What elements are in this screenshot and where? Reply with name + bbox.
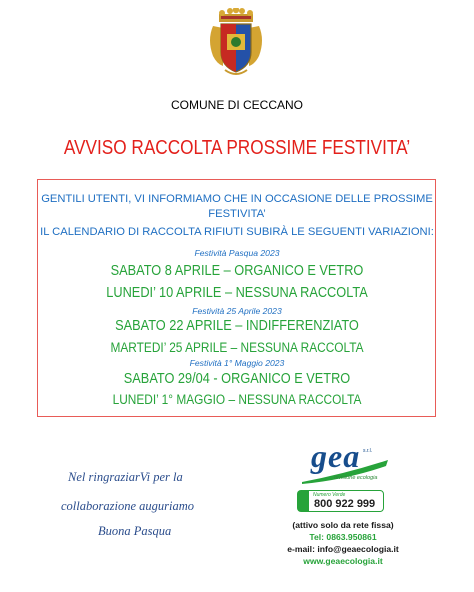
greeting-line-2: collaborazione auguriamo (61, 499, 194, 513)
numero-verde-label: Numero Verde (313, 492, 346, 498)
section-label-pasqua: Festività Pasqua 2023 (194, 248, 280, 258)
schedule-line: SABATO 29/04 - ORGANICO E VETRO (123, 371, 351, 387)
section-label-25-aprile: Festività 25 Aprile 2023 (192, 306, 282, 316)
numero-verde-number: 800 922 999 (314, 498, 376, 510)
comune-coat-of-arms-icon (205, 8, 267, 78)
schedule-line: SABATO 8 APRILE – ORGANICO E VETRO (110, 263, 364, 279)
contact-tel: Tel: 0863.950861 (309, 532, 377, 542)
numero-verde-box (300, 490, 384, 512)
section-label-1-maggio: Festività 1° Maggio 2023 (189, 358, 285, 368)
schedule-line: MARTEDI’ 25 APRILE – NESSUNA RACCOLTA (110, 340, 364, 355)
phone-icon (297, 490, 309, 512)
intro-line-1: GENTILI UTENTI, VI INFORMIAMO CHE IN OCCASIONE DELLE PROSSIME (41, 193, 433, 205)
comune-name: COMUNE DI CECCANO (170, 98, 303, 112)
contact-note: (attivo solo da rete fissa) (292, 520, 394, 530)
schedule-line: LUNEDI’ 1° MAGGIO – NESSUNA RACCOLTA (112, 392, 362, 407)
intro-line-2: FESTIVITA’ (208, 208, 266, 220)
greeting-line-3: Buona Pasqua (98, 524, 172, 538)
gea-logo-subtitle: divisione ecologia (334, 475, 378, 481)
gea-logo-srl: s.r.l. (363, 448, 373, 454)
schedule-line: LUNEDI’ 10 APRILE – NESSUNA RACCOLTA (106, 285, 368, 301)
greeting-line-1: Nel ringraziarVi per la (68, 470, 183, 484)
intro-line-3: IL CALENDARIO DI RACCOLTA RIFIUTI SUBIRÀ LE SEGUENTI VARIAZIONI: (40, 226, 434, 238)
contact-email: e-mail: info@geaecologia.it (287, 544, 399, 554)
notice-title: AVVISO RACCOLTA PROSSIME FESTIVITA’ (63, 137, 411, 159)
schedule-line: SABATO 22 APRILE – INDIFFERENZIATO (115, 318, 359, 334)
gea-logo-text: gea (311, 438, 361, 474)
contact-website: www.geaecologia.it (303, 556, 383, 566)
